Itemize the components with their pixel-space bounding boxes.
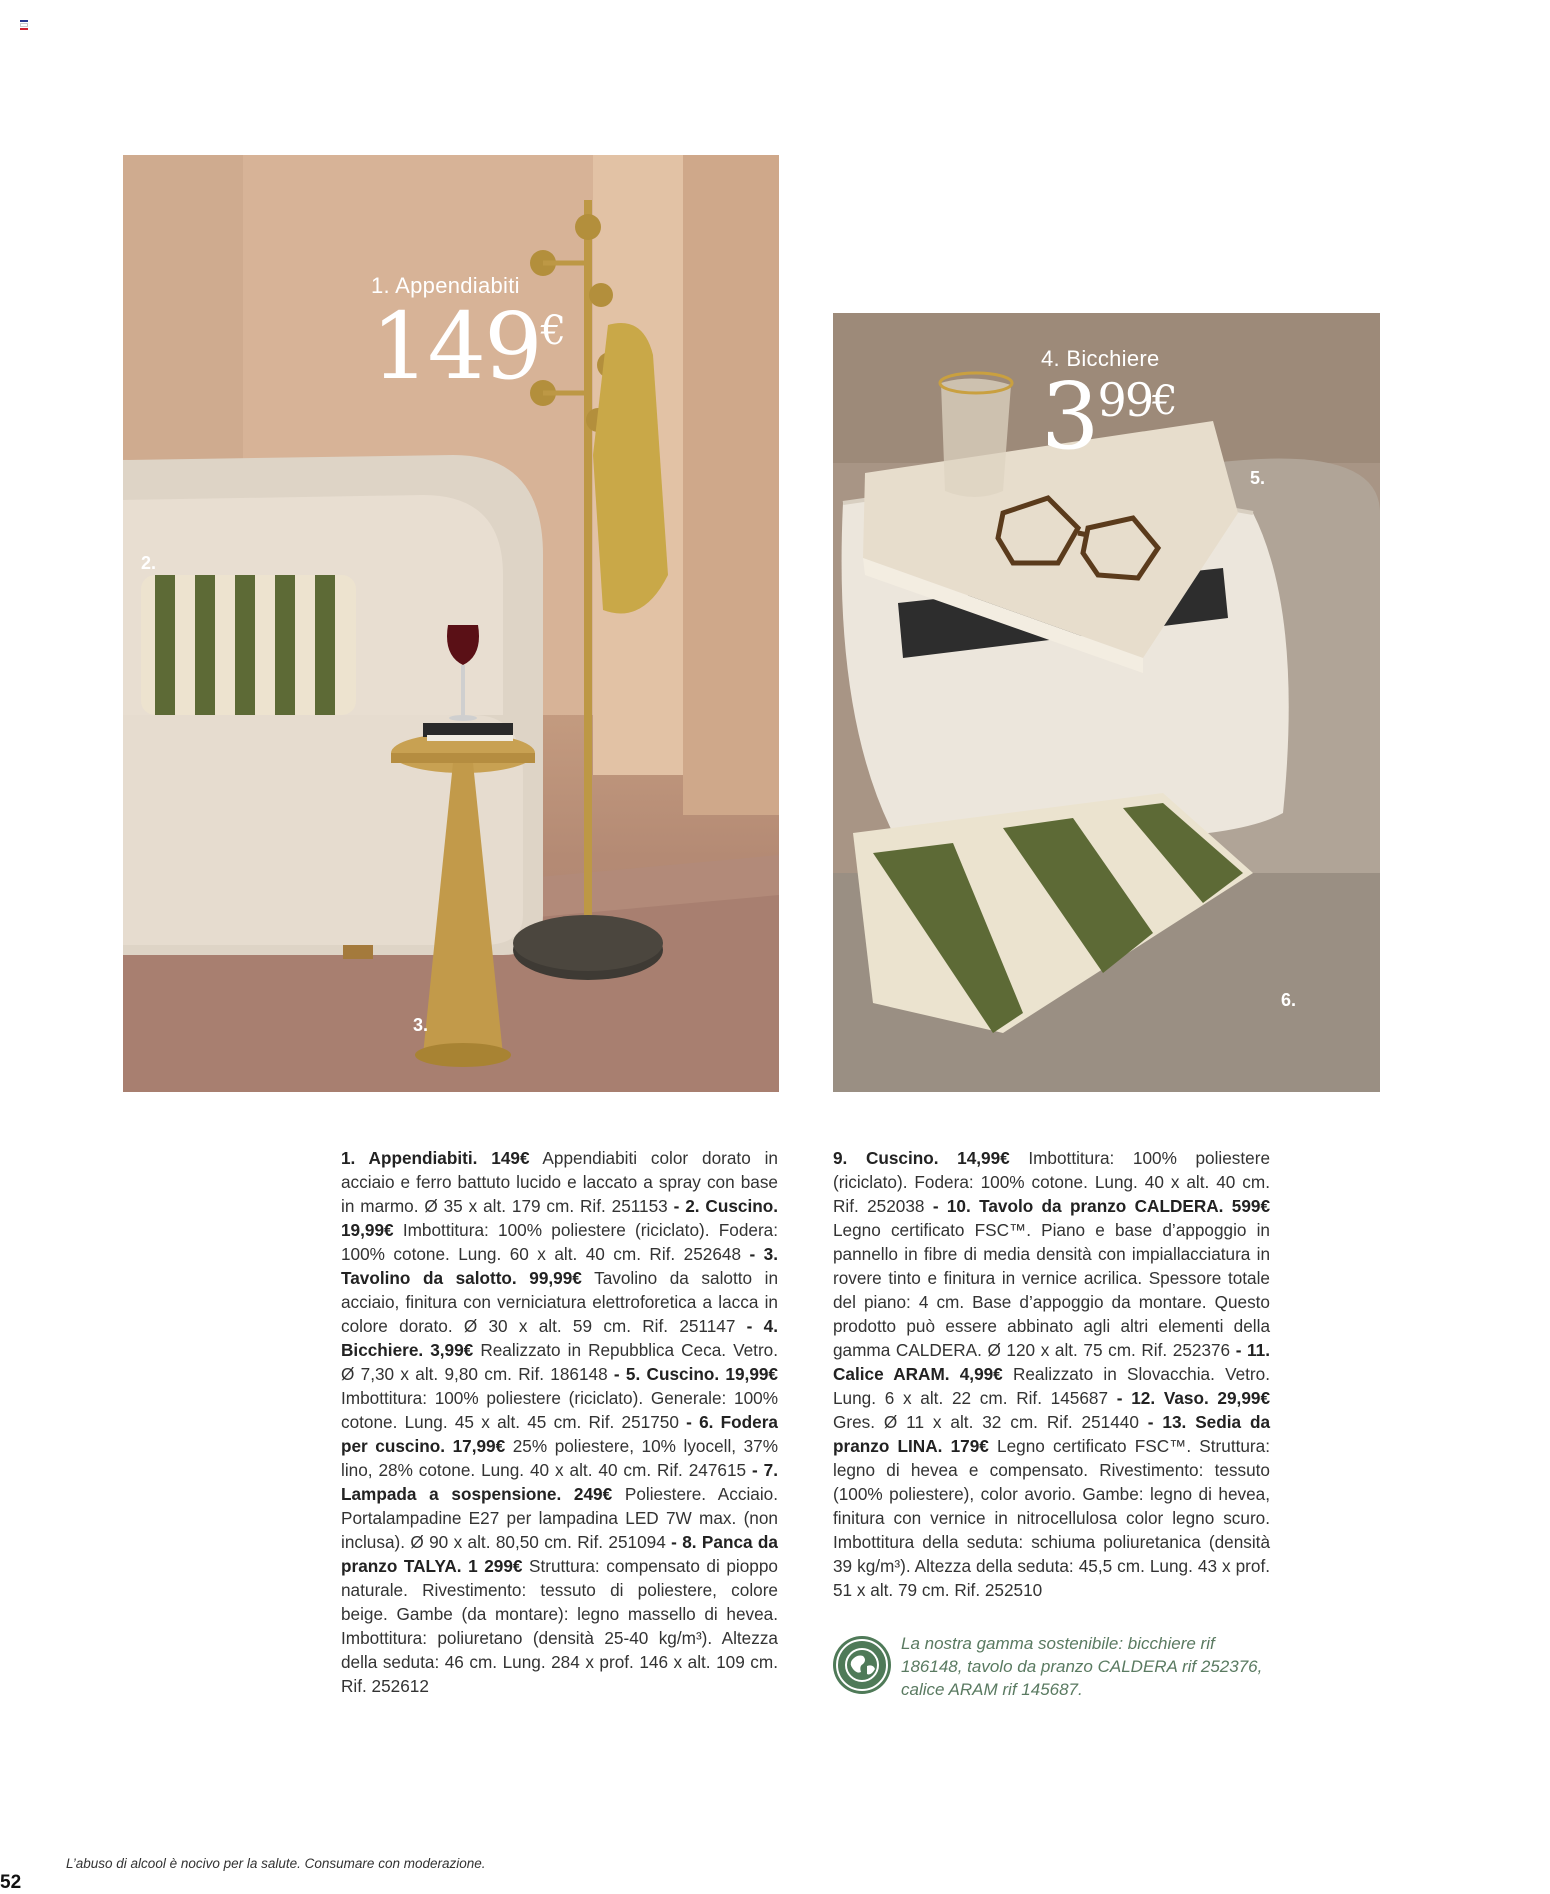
desc-right-item-10-title: - 10. Tavolo da pranzo CALDERA. 599€ <box>932 1196 1270 1216</box>
desc-left-item-8-text: Struttura: compensato di pioppo naturale. Rivestimento: tessuto di poliestere, colore beige. Gambe (da montare): legno massello di hevea. Imbottitura: poliuretano (densità 25-40 kg/m³). Altezza della seduta: 46 cm. Lung. 284 x prof. 146 x alt. 109 cm. Rif. 252612 <box>341 1556 778 1696</box>
desc-left-item-3-text: Tavolino da salotto in acciaio, finitura con verniciatura elettroforetica a lacca in colore dorato. Ø 30 x alt. 59 cm. Rif. 251147 <box>341 1268 779 1336</box>
price-currency: € <box>1152 378 1176 424</box>
desc-left-item-5-text: Imbottitura: 100% poliestere (riciclato). Generale: 100% cotone. Lung. 45 x alt. 45 cm. Rif. 251750 <box>341 1388 778 1432</box>
desc-right-item-9-title: 9. Cuscino. 14,99€ <box>833 1148 1010 1168</box>
price-main: 3 <box>1041 363 1098 470</box>
desc-left-item-3-title: - 3. Tavolino da salotto. 99,99€ <box>341 1244 778 1288</box>
product-photo-coat-stand <box>123 155 779 1092</box>
price-label-glass: 4. Bicchiere <box>1041 346 1160 371</box>
price-glass <box>1041 363 1176 470</box>
desc-left-item-6-title: - 6. Fodera per cuscino. 17,99€ <box>341 1412 778 1456</box>
desc-left-item-4-text: Realizzato in Repubblica Ceca. Vetro. Ø 7,30 x alt. 9,80 cm. Rif. 186148 <box>341 1340 778 1384</box>
desc-right-item-13-text: Legno certificato FSC™. Struttura: legno di hevea e compensato. Rivestimento: tessuto (100% poliestere), color avorio. Gambe: legno di hevea, finitura con vernice in nitrocellulosa color legno scuro. Imbottitura della seduta: schiuma poliuretanica (densità 39 kg/m³). Altezza della seduta: 45,5 cm. Lung. 43 x prof. 51 x alt. 79 cm. Rif. 252510 <box>833 1436 1270 1600</box>
desc-right-item-11-title: - 11. Calice ARAM. 4,99€ <box>833 1340 1270 1384</box>
desc-right-item-11-text: Realizzato in Slovacchia. Vetro. Lung. 6 x alt. 22 cm. Rif. 145687 <box>833 1364 1270 1408</box>
sustainable-range-text: La nostra gamma sostenibile: bicchiere rif 186148, tavolo da pranzo CALDERA rif 252376, calice ARAM rif 145687. <box>901 1634 1263 1699</box>
sustainable-range-note <box>833 1632 1273 1702</box>
price-main: 149 <box>371 293 541 400</box>
flag-icon <box>20 20 28 27</box>
price-currency: € <box>540 308 565 354</box>
desc-left-item-5-title: - 5. Cuscino. 19,99€ <box>613 1364 778 1384</box>
marker-5: 5. <box>1250 468 1266 488</box>
desc-right-item-12-title: - 12. Vaso. 29,99€ <box>1116 1388 1271 1408</box>
price-decimals: 99 <box>1097 373 1153 427</box>
marker-6: 6. <box>1281 990 1297 1010</box>
desc-right-item-9-text: Imbottitura: 100% poliestere (riciclato). Fodera: 100% cotone. Lung. 40 x alt. 40 cm. Rif. 252038 <box>833 1148 1271 1216</box>
desc-right-item-12-text: Gres. Ø 11 x alt. 32 cm. Rif. 251440 <box>833 1412 1148 1432</box>
drinking-glass <box>940 373 1012 497</box>
product-description-left <box>341 1146 778 1698</box>
product-description-right <box>833 1146 1270 1602</box>
desc-left-item-6-text: 25% poliestere, 10% lyocell, 37% lino, 28% cotone. Lung. 40 x alt. 40 cm. Rif. 247615 <box>341 1436 779 1480</box>
price-coat-stand <box>371 293 565 400</box>
desc-left-item-7-text: Poliestere. Acciaio. Portalampadine E27 per lampadina LED 7W max. (non inclusa). Ø 90 x alt. 80,50 cm. Rif. 251094 <box>341 1484 778 1552</box>
alcohol-disclaimer: L’abuso di alcool è nocivo per la salute. Consumare con moderazione. <box>66 1856 486 1871</box>
desc-left-item-2-title: - 2. Cuscino. 19,99€ <box>341 1196 778 1240</box>
desc-left-item-2-text: Imbottitura: 100% poliestere (riciclato). Fodera: 100% cotone. Lung. 60 x alt. 40 cm. Rif. 252648 <box>341 1220 778 1264</box>
desc-left-item-1-title: 1. Appendiabiti. 149€ <box>341 1148 530 1168</box>
globe-icon <box>833 1636 891 1694</box>
desc-left-item-1-text: Appendiabiti color dorato in acciaio e ferro battuto lucido e laccato a spray con base in marmo. Ø 35 x alt. 179 cm. Rif. 251153 <box>341 1148 778 1216</box>
marker-3: 3. <box>413 1015 429 1035</box>
desc-left-item-7-title: - 7. Lampada a sospensione. 249€ <box>341 1460 778 1504</box>
desc-right-item-13-title: - 13. Sedia da pranzo LINA. 179€ <box>833 1412 1271 1456</box>
page-number: 52 <box>0 1872 22 1893</box>
product-photo-glass <box>833 313 1380 1092</box>
desc-left-item-8-title: - 8. Panca da pranzo TALYA. 1 299€ <box>341 1532 778 1576</box>
desc-right-item-10-text: Legno certificato FSC™. Piano e base d’appoggio in pannello in fibre di media densità con impiallacciatura in rovere tinto e finitura in vernice acrilica. Spessore totale del piano: 4 cm. Base d’appoggio da montare. Questo prodotto può essere abbinato agli altri elementi della gamma CALDERA. Ø 120 x alt. 75 cm. Rif. 252376 <box>833 1220 1270 1360</box>
marker-2: 2. <box>141 553 157 573</box>
price-label-coat-stand: 1. Appendiabiti <box>371 273 520 298</box>
desc-left-item-4-title: - 4. Bicchiere. 3,99€ <box>341 1316 778 1360</box>
striped-cushion <box>141 575 356 715</box>
